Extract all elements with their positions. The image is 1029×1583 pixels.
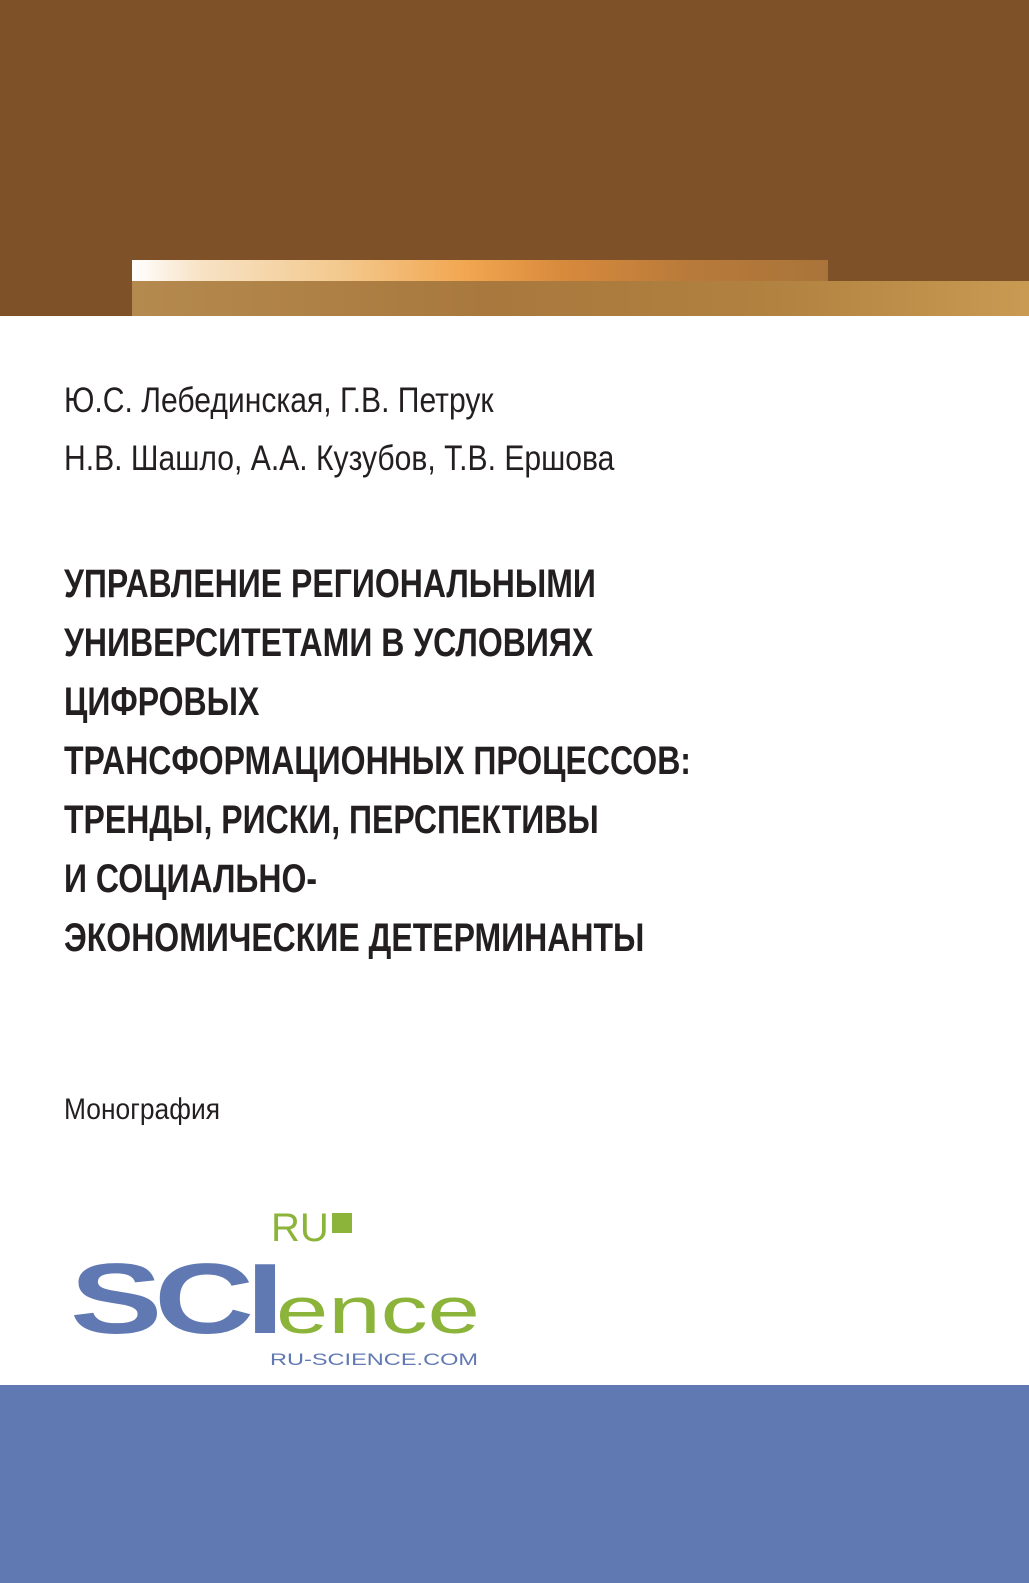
book-title xyxy=(64,555,816,968)
bottom-color-band xyxy=(0,1385,1029,1583)
genre-label: Монография xyxy=(64,1093,220,1126)
author-line: Ю.С. Лебединская, Г.В. Петрук xyxy=(64,381,494,420)
title-line: ТРЕНДЫ, РИСКИ, ПЕРСПЕКТИВЫ xyxy=(64,798,599,842)
author-line: Н.В. Шашло, А.А. Кузубов, Т.В. Ершова xyxy=(64,439,615,478)
logo-ru-text: RU xyxy=(271,1206,329,1250)
logo-sci-text: SCI xyxy=(70,1243,277,1355)
title-line: УНИВЕРСИТЕТАМИ В УСЛОВИЯХ xyxy=(64,621,594,665)
title-line: ЭКОНОМИЧЕСКИЕ ДЕТЕРМИНАНТЫ xyxy=(64,916,645,960)
logo-url-text: RU-SCIENCE.COM xyxy=(270,1350,478,1369)
title-line: УПРАВЛЕНИЕ РЕГИОНАЛЬНЫМИ xyxy=(64,562,596,606)
title-line: ТРАНСФОРМАЦИОННЫХ ПРОЦЕССОВ: xyxy=(64,739,691,783)
gradient-stripe xyxy=(132,260,828,281)
logo-square-icon xyxy=(332,1213,352,1233)
publisher-logo xyxy=(70,1205,490,1385)
gradient-stripe-lower xyxy=(132,281,1029,316)
logo-ence-text: ence xyxy=(276,1273,480,1347)
author-list xyxy=(64,372,872,488)
title-line: И СОЦИАЛЬНО- xyxy=(64,857,318,901)
title-line: ЦИФРОВЫХ xyxy=(64,680,260,724)
